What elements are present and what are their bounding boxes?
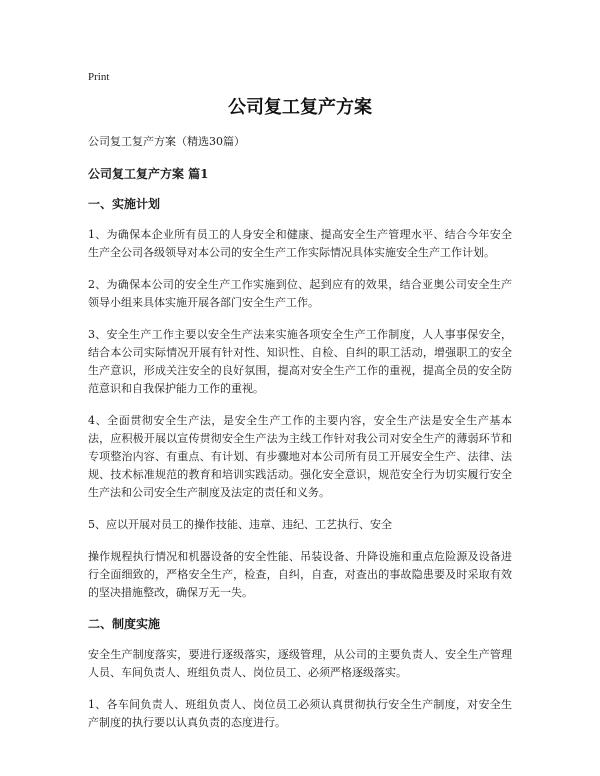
paragraph-2: 2、为确保本公司的安全生产工作实施到位、起到应有的效果，结合亚奥公司安全生产领导小组来具体实施开展各部门安全生产工作。 — [88, 278, 512, 309]
part-heading-system-implementation: 二、制度实施 — [88, 617, 161, 631]
print-label: Print — [88, 71, 110, 83]
paragraph-3: 3、安全生产工作主要以安全生产法来实施各项安全生产工作制度，人人事事保安全，结合本公司实际情况开展有针对性、知识性、自检、自纠的职工活动，增强职工的安全生产意识，形成关注安全的良好氛围，提高对安全生产工作的重视，提高全员的安全防范意识和自我保护能力工作的重视。 — [88, 328, 512, 395]
paragraph-4: 4、全面贯彻安全生产法，是安全生产工作的主要内容，安全生产法是安全生产基本法，应积极开展以宣传贯彻安全生产法为主线工作针对我公司对安全生产的薄弱环节和专项整治内容、有重点、有计划、有步骤地对本公司所有员工开展安全生产、法律、法规、技术标准规范的教育和培训实践活动。强化安全意识，规范安全行为切实履行安全生产法和公司安全生产制度及法定的责任和义务。 — [88, 414, 512, 499]
paragraph-5: 5、应以开展对员工的操作技能、违章、违纪、工艺执行、安全 — [88, 518, 392, 531]
paragraph-1: 1、为确保本企业所有员工的人身安全和健康、提高安全生产管理水平、结合今年安全生产全公司各级领导对本公司的安全生产工作实际情况具体实施安全生产工作计划。 — [88, 228, 512, 259]
paragraph-7: 安全生产制度落实，要进行逐级落实，逐级管理，从公司的主要负责人、安全生产管理人员、车间负责人、班组负责人、岗位员工、必须严格逐级落实。 — [88, 648, 512, 679]
paragraph-8: 1、各车间负责人、班组负责人、岗位员工必须认真贯彻执行安全生产制度，对安全生产制度的执行要以认真负责的态度进行。 — [88, 698, 512, 729]
document-subtitle: 公司复工复产方案（精选30篇） — [88, 135, 245, 148]
document-title: 公司复工复产方案 — [228, 97, 372, 118]
section-heading-1: 公司复工复产方案 篇1 — [88, 167, 209, 181]
paragraph-6: 操作规程执行情况和机器设备的安全性能、吊装设备、升降设施和重点危险源及设备进行全面细致的，严格安全生产，检查，自纠，自查，对查出的事故隐患要及时采取有效的坚决措施整改，确保万无一失。 — [88, 550, 512, 599]
part-heading-implementation-plan: 一、实施计划 — [88, 197, 161, 211]
